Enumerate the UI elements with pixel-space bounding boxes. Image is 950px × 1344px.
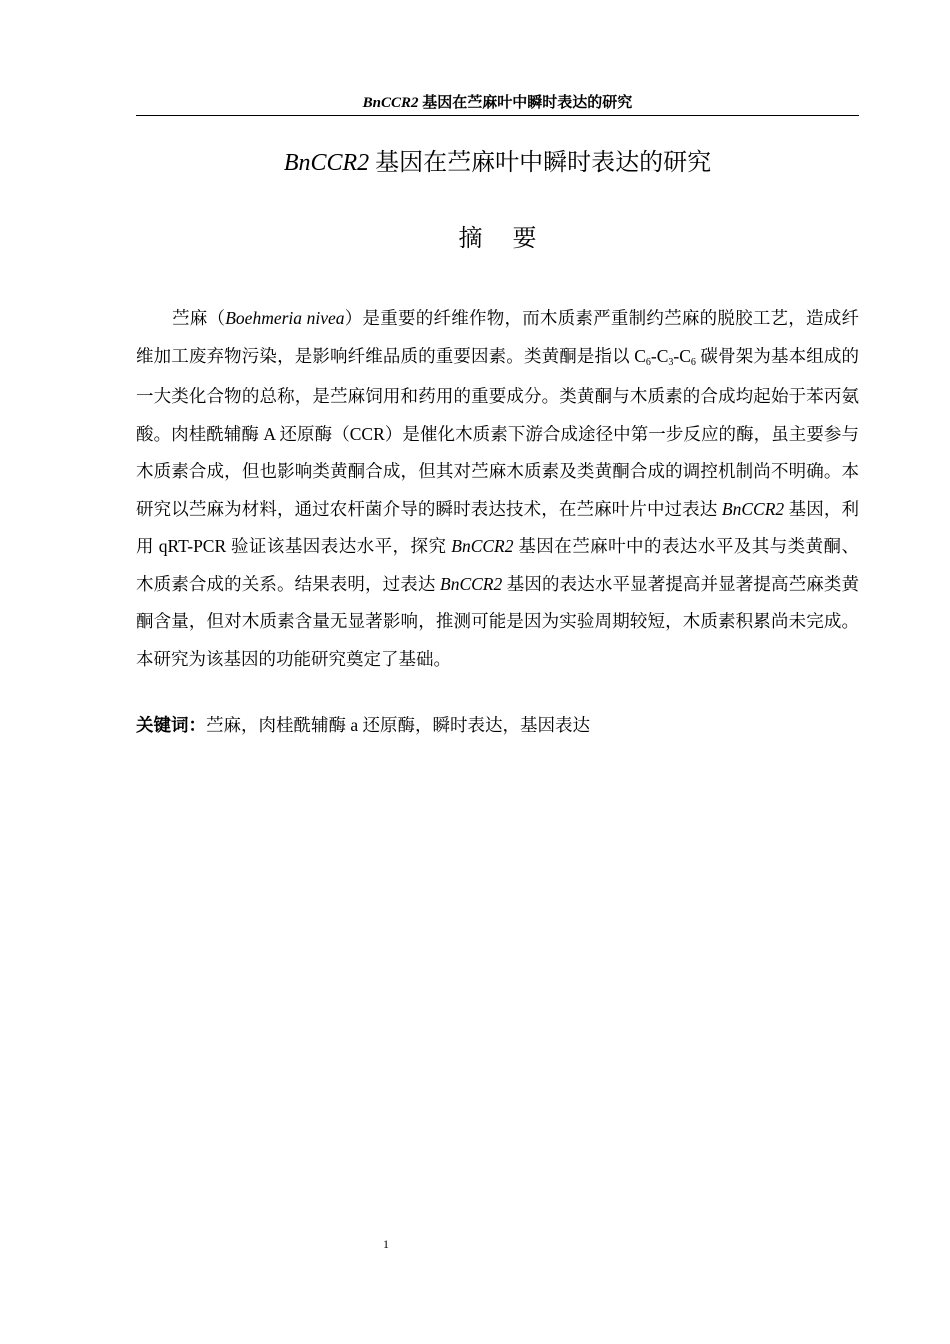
abstract-text: 基因在苎麻叶中的表达水平及其与类黄酮、木质素合成的关系。结果表明，过表达 xyxy=(136,536,860,594)
document-title xyxy=(136,146,859,180)
abstract-text: 苎麻（ xyxy=(172,308,226,328)
abstract-heading-char-2: 要 xyxy=(512,226,537,252)
gene-name: BnCCR2 xyxy=(440,573,503,594)
abstract-text: ）是重要的纤维作物，而木质素严重制约苎麻的脱胶工艺，造成纤维加工废弃物污染，是影响纤维品质的重要因素。类黄酮是指以 C xyxy=(136,308,860,366)
page-number: 1 xyxy=(383,1237,389,1251)
subscript: 3 xyxy=(668,356,674,368)
document-title-gene: BnCCR2 xyxy=(283,150,370,176)
abstract-text: -C xyxy=(650,345,669,366)
abstract-text: 基因，利用 qRT-PCR 验证该基因表达水平，探究 xyxy=(136,498,860,556)
keywords-text: 苎麻，肉桂酰辅酶 a 还原酶，瞬时表达，基因表达 xyxy=(206,715,591,735)
abstract-text: 碳骨架为基本组成的一大类化合物的总称，是苎麻饲用和药用的重要成分。类黄酮与木质素的合成均起始于苯丙氨酸。肉桂酰辅酶 A 还原酶（CCR）是催化木质素下游合成途径中第一步反应的酶，虽主要参与木质素合成，但也影响类黄酮合成，但其对苎麻木质素及类黄酮合成的调控机制尚不明确。本研究以苎麻为材料，通过农杆菌介导的瞬时表达技术，在苎麻叶片中过表达 xyxy=(136,345,859,519)
keywords-line xyxy=(136,707,859,745)
header-rule xyxy=(136,115,859,116)
gene-name: BnCCR2 xyxy=(451,536,514,556)
keywords-label: 关键词： xyxy=(136,715,206,735)
document-title-text: 基因在苎麻叶中瞬时表达的研究 xyxy=(369,150,712,176)
subscript: 6 xyxy=(690,356,696,368)
subscript: 6 xyxy=(645,356,651,368)
abstract-paragraph xyxy=(136,300,859,678)
species-name: Boehmeria nivea xyxy=(225,308,345,328)
abstract-heading-char-1: 摘 xyxy=(458,226,483,252)
abstract-heading xyxy=(136,222,859,256)
gene-name: BnCCR2 xyxy=(721,498,785,519)
running-header xyxy=(136,93,859,113)
running-header-gene: BnCCR2 xyxy=(362,95,419,111)
abstract-text: -C xyxy=(673,345,691,366)
abstract-text: 基因的表达水平显著提高并显著提高苎麻类黄酮含量，但对木质素含量无显著影响，推测可能是因为实验周期较短，木质素积累尚未完成。本研究为该基因的功能研究奠定了基础。 xyxy=(136,573,860,669)
running-header-text: 基因在苎麻叶中瞬时表达的研究 xyxy=(418,95,633,111)
